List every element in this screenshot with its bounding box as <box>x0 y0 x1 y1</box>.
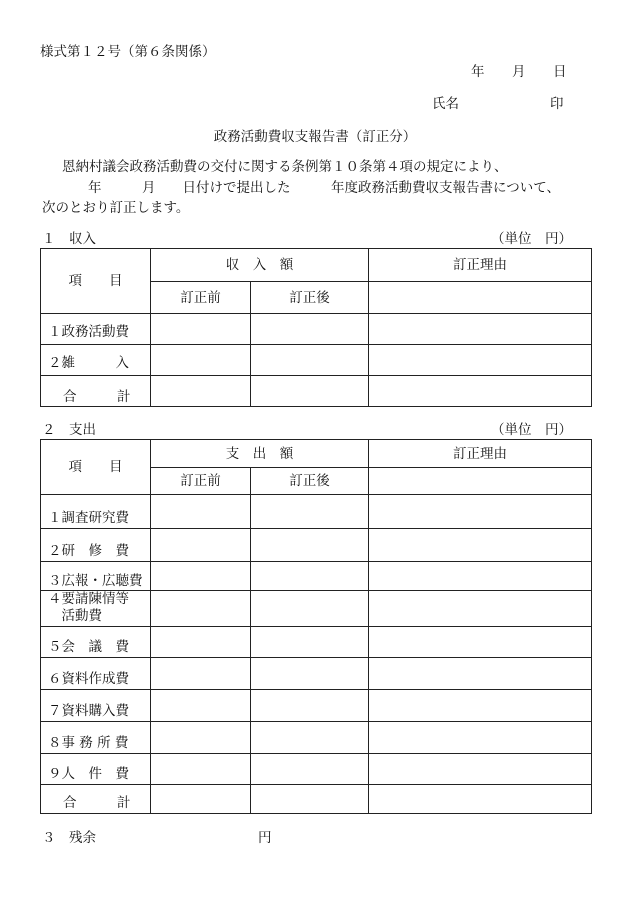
name-label: 氏名 <box>432 96 459 112</box>
table-row <box>41 591 592 627</box>
amount-after-cell <box>251 690 369 722</box>
amount-after-cell <box>251 529 369 562</box>
expenditure-amount-header: 支 出 額 <box>151 440 369 468</box>
income-item-header: 項 目 <box>41 249 151 314</box>
residual-heading: ３ 残余 <box>42 830 96 846</box>
expenditure-total-label: 合 計 <box>41 785 151 814</box>
income-heading: １ 収入 <box>42 231 96 247</box>
amount-after-cell <box>251 785 369 814</box>
date-day-label: 日 <box>553 64 567 80</box>
amount-before-cell <box>151 627 251 658</box>
table-total-row <box>41 376 592 407</box>
income-row-label: １政務活動費 <box>41 314 151 345</box>
correction-reason-cell <box>369 345 592 376</box>
amount-before-cell <box>151 785 251 814</box>
correction-reason-cell <box>369 754 592 785</box>
expenditure-row-label: ５会 議 費 <box>41 627 151 658</box>
amount-after-cell <box>251 627 369 658</box>
expenditure-row-label: ６資料作成費 <box>41 658 151 690</box>
amount-after-cell <box>251 314 369 345</box>
amount-before-cell <box>151 495 251 529</box>
expenditure-table <box>40 439 592 814</box>
correction-reason-cell <box>369 529 592 562</box>
table-row <box>41 345 592 376</box>
residual-unit: 円 <box>258 830 272 846</box>
correction-reason-cell <box>369 785 592 814</box>
table-row <box>41 562 592 591</box>
income-unit: （単位 円） <box>491 231 572 247</box>
amount-before-cell <box>151 376 251 407</box>
amount-before-cell <box>151 314 251 345</box>
expenditure-row-label: １調査研究費 <box>41 495 151 529</box>
income-table <box>40 248 592 407</box>
income-row-label: ２雑 入 <box>41 345 151 376</box>
correction-reason-cell <box>369 658 592 690</box>
amount-before-cell <box>151 345 251 376</box>
expenditure-row-label: ２研 修 費 <box>41 529 151 562</box>
amount-after-cell <box>251 495 369 529</box>
expenditure-item-header: 項 目 <box>41 440 151 495</box>
amount-before-cell <box>151 722 251 754</box>
seal-label: 印 <box>550 96 564 112</box>
correction-reason-cell <box>369 495 592 529</box>
income-total-label: 合 計 <box>41 376 151 407</box>
income-reason-subheader-cell <box>369 282 592 314</box>
table-row <box>41 495 592 529</box>
expenditure-reason-header: 訂正理由 <box>369 440 592 468</box>
income-after-header: 訂正後 <box>251 282 369 314</box>
amount-before-cell <box>151 591 251 627</box>
amount-before-cell <box>151 690 251 722</box>
expenditure-row-label: ７資料購入費 <box>41 690 151 722</box>
correction-reason-cell <box>369 376 592 407</box>
date-year-label: 年 <box>471 64 485 80</box>
table-row <box>41 529 592 562</box>
document-title: 政務活動費収支報告書（訂正分） <box>213 129 417 145</box>
table-row <box>41 627 592 658</box>
expenditure-row-label: ９人 件 費 <box>41 754 151 785</box>
table-row <box>41 754 592 785</box>
correction-reason-cell <box>369 627 592 658</box>
intro-line-1: 恩納村議会政務活動費の交付に関する条例第１０条第４項の規定により、 <box>62 159 508 175</box>
amount-after-cell <box>251 562 369 591</box>
expenditure-before-header: 訂正前 <box>151 468 251 495</box>
expenditure-row-label: ３広報・広聴費 <box>41 562 151 591</box>
amount-after-cell <box>251 345 369 376</box>
expenditure-unit: （単位 円） <box>491 422 572 438</box>
correction-reason-cell <box>369 690 592 722</box>
income-reason-header: 訂正理由 <box>369 249 592 282</box>
income-before-header: 訂正前 <box>151 282 251 314</box>
amount-after-cell <box>251 376 369 407</box>
intro-line-3: 次のとおり訂正します。 <box>42 200 190 216</box>
expenditure-reason-subheader-cell <box>369 468 592 495</box>
expenditure-row-label: ４要請陳情等 活動費 <box>41 591 151 627</box>
income-amount-header: 収 入 額 <box>151 249 369 282</box>
amount-after-cell <box>251 722 369 754</box>
correction-reason-cell <box>369 314 592 345</box>
amount-before-cell <box>151 754 251 785</box>
expenditure-row-label: ８事 務 所 費 <box>41 722 151 754</box>
amount-before-cell <box>151 658 251 690</box>
correction-reason-cell <box>369 722 592 754</box>
table-row <box>41 314 592 345</box>
table-row <box>41 658 592 690</box>
table-row <box>41 690 592 722</box>
correction-reason-cell <box>369 591 592 627</box>
date-month-label: 月 <box>512 64 526 80</box>
amount-after-cell <box>251 658 369 690</box>
expenditure-heading: ２ 支出 <box>42 422 96 438</box>
expenditure-after-header: 訂正後 <box>251 468 369 495</box>
correction-reason-cell <box>369 562 592 591</box>
form-number: 様式第１２号（第６条関係） <box>40 44 216 60</box>
amount-before-cell <box>151 562 251 591</box>
amount-before-cell <box>151 529 251 562</box>
amount-after-cell <box>251 591 369 627</box>
intro-line-2: 年 月 日付けで提出した 年度政務活動費収支報告書について、 <box>88 180 560 196</box>
table-row <box>41 722 592 754</box>
amount-after-cell <box>251 754 369 785</box>
table-total-row <box>41 785 592 814</box>
